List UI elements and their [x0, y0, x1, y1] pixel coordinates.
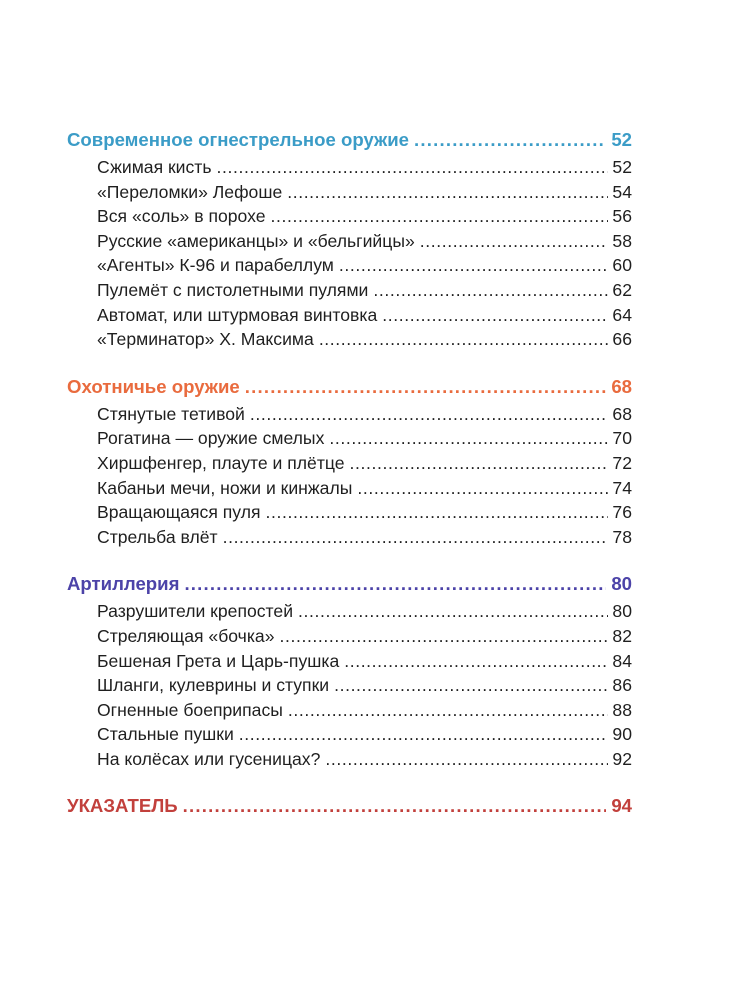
- entry-page-number: 76: [612, 502, 632, 523]
- entry-page-number: 72: [612, 452, 632, 473]
- entry-page-number: 80: [612, 601, 632, 622]
- dot-leader: [298, 599, 608, 624]
- entry-page-number: 56: [612, 206, 632, 227]
- toc-entry[interactable]: [0, 624, 732, 649]
- entry-page-number: 82: [612, 625, 632, 646]
- entry-title: Рогатина — оружие смелых: [97, 428, 325, 449]
- entry-title: Русские «американцы» и «бельгийцы»: [97, 230, 415, 251]
- entry-page-number: 62: [612, 279, 632, 300]
- toc-entry[interactable]: [0, 229, 732, 254]
- dot-leader: [239, 722, 608, 747]
- entry-page-number: 54: [612, 181, 632, 202]
- toc-entry[interactable]: [0, 303, 732, 328]
- entry-page-number: 70: [612, 428, 632, 449]
- toc-entry[interactable]: [0, 722, 732, 747]
- entry-title: «Терминатор» Х. Максима: [97, 329, 314, 350]
- entry-title: «Агенты» К-96 и парабеллум: [97, 255, 334, 276]
- dot-leader: [271, 204, 608, 229]
- dot-leader: [334, 673, 608, 698]
- entry-title: Хиршфенгер, плауте и плётце: [97, 452, 345, 473]
- section-modern-firearms: [0, 124, 732, 352]
- dot-leader: [357, 476, 608, 501]
- section-title: УКАЗАТЕЛЬ: [67, 795, 178, 817]
- section-heading[interactable]: [0, 568, 732, 599]
- toc-entry[interactable]: [0, 525, 732, 550]
- toc-entry[interactable]: [0, 599, 732, 624]
- entry-title: Пулемёт с пистолетными пулями: [97, 279, 369, 300]
- section-index: [0, 790, 732, 821]
- dot-leader: [250, 402, 608, 427]
- entry-title: Шланги, кулеврины и ступки: [97, 675, 330, 696]
- toc-entry[interactable]: [0, 451, 732, 476]
- dot-leader: [344, 649, 608, 674]
- entry-title: Стянутые тетивой: [97, 403, 245, 424]
- section-title: Артиллерия: [67, 573, 180, 595]
- entry-page-number: 84: [612, 650, 632, 671]
- dot-leader: [319, 327, 608, 352]
- entry-page-number: 90: [612, 724, 632, 745]
- section-title: Охотничье оружие: [67, 375, 240, 397]
- dot-leader: [288, 698, 608, 723]
- toc-entry[interactable]: [0, 204, 732, 229]
- entry-page-number: 92: [612, 748, 632, 769]
- entry-page-number: 60: [612, 255, 632, 276]
- dot-leader: [350, 451, 608, 476]
- entry-page-number: 78: [612, 526, 632, 547]
- entry-title: Кабаньи мечи, ножи и кинжалы: [97, 477, 353, 498]
- toc-entry[interactable]: [0, 673, 732, 698]
- section-title: Современное огнестрельное оружие: [67, 129, 409, 150]
- toc-entry[interactable]: [0, 747, 732, 772]
- entry-title: Вся «соль» в порохе: [97, 206, 266, 227]
- dot-leader: [325, 747, 608, 772]
- dot-leader: [373, 278, 608, 303]
- toc-entry[interactable]: [0, 426, 732, 451]
- section-page-number: 80: [611, 573, 632, 595]
- toc-entry[interactable]: [0, 327, 732, 352]
- entry-title: Огненные боеприпасы: [97, 699, 283, 720]
- dot-leader: [223, 525, 608, 550]
- entry-page-number: 74: [612, 477, 632, 498]
- toc-entry[interactable]: [0, 649, 732, 674]
- entry-page-number: 64: [612, 304, 632, 325]
- section-page-number: 94: [611, 795, 632, 817]
- dot-leader: [266, 500, 609, 525]
- dot-leader: [420, 229, 608, 254]
- entry-title: Стреляющая «бочка»: [97, 625, 275, 646]
- entry-title: Стрельба влёт: [97, 526, 218, 547]
- entry-title: Разрушители крепостей: [97, 601, 294, 622]
- entry-title: Стальные пушки: [97, 724, 234, 745]
- section-page-number: 52: [611, 129, 632, 150]
- entry-page-number: 68: [612, 403, 632, 424]
- toc-entry[interactable]: [0, 402, 732, 427]
- entry-title: Автомат, или штурмовая винтовка: [97, 304, 378, 325]
- dot-leader: [329, 426, 608, 451]
- toc-entry[interactable]: [0, 155, 732, 180]
- entry-page-number: 66: [612, 329, 632, 350]
- dot-leader: [183, 790, 606, 821]
- toc-entry[interactable]: [0, 500, 732, 525]
- entry-title: Вращающаяся пуля: [97, 502, 261, 523]
- entry-title: Бешеная Грета и Царь-пушка: [97, 650, 340, 671]
- dot-leader: [287, 180, 608, 205]
- entry-title: Сжимая кисть: [97, 157, 212, 177]
- toc-entry[interactable]: [0, 278, 732, 303]
- toc-entry[interactable]: [0, 476, 732, 501]
- dot-leader: [414, 124, 606, 155]
- section-heading[interactable]: [0, 124, 732, 155]
- entry-page-number: 86: [612, 675, 632, 696]
- entry-title: На колёсах или гусеницах?: [97, 748, 321, 769]
- entry-page-number: 52: [612, 157, 632, 177]
- dot-leader: [339, 253, 608, 278]
- dot-leader: [280, 624, 609, 649]
- section-heading[interactable]: [0, 371, 732, 402]
- entry-page-number: 58: [612, 230, 632, 251]
- entry-title: «Переломки» Лефоше: [97, 181, 283, 202]
- section-artillery: [0, 568, 732, 771]
- entry-page-number: 88: [612, 699, 632, 720]
- toc-entry[interactable]: [0, 180, 732, 205]
- dot-leader: [217, 155, 608, 180]
- dot-leader: [245, 371, 606, 402]
- toc-entry[interactable]: [0, 253, 732, 278]
- dot-leader: [382, 303, 608, 328]
- section-page-number: 68: [611, 375, 632, 397]
- section-hunting-weapons: [0, 371, 732, 550]
- dot-leader: [184, 568, 606, 599]
- section-heading[interactable]: [0, 790, 732, 821]
- table-of-contents: [0, 124, 732, 840]
- toc-entry[interactable]: [0, 698, 732, 723]
